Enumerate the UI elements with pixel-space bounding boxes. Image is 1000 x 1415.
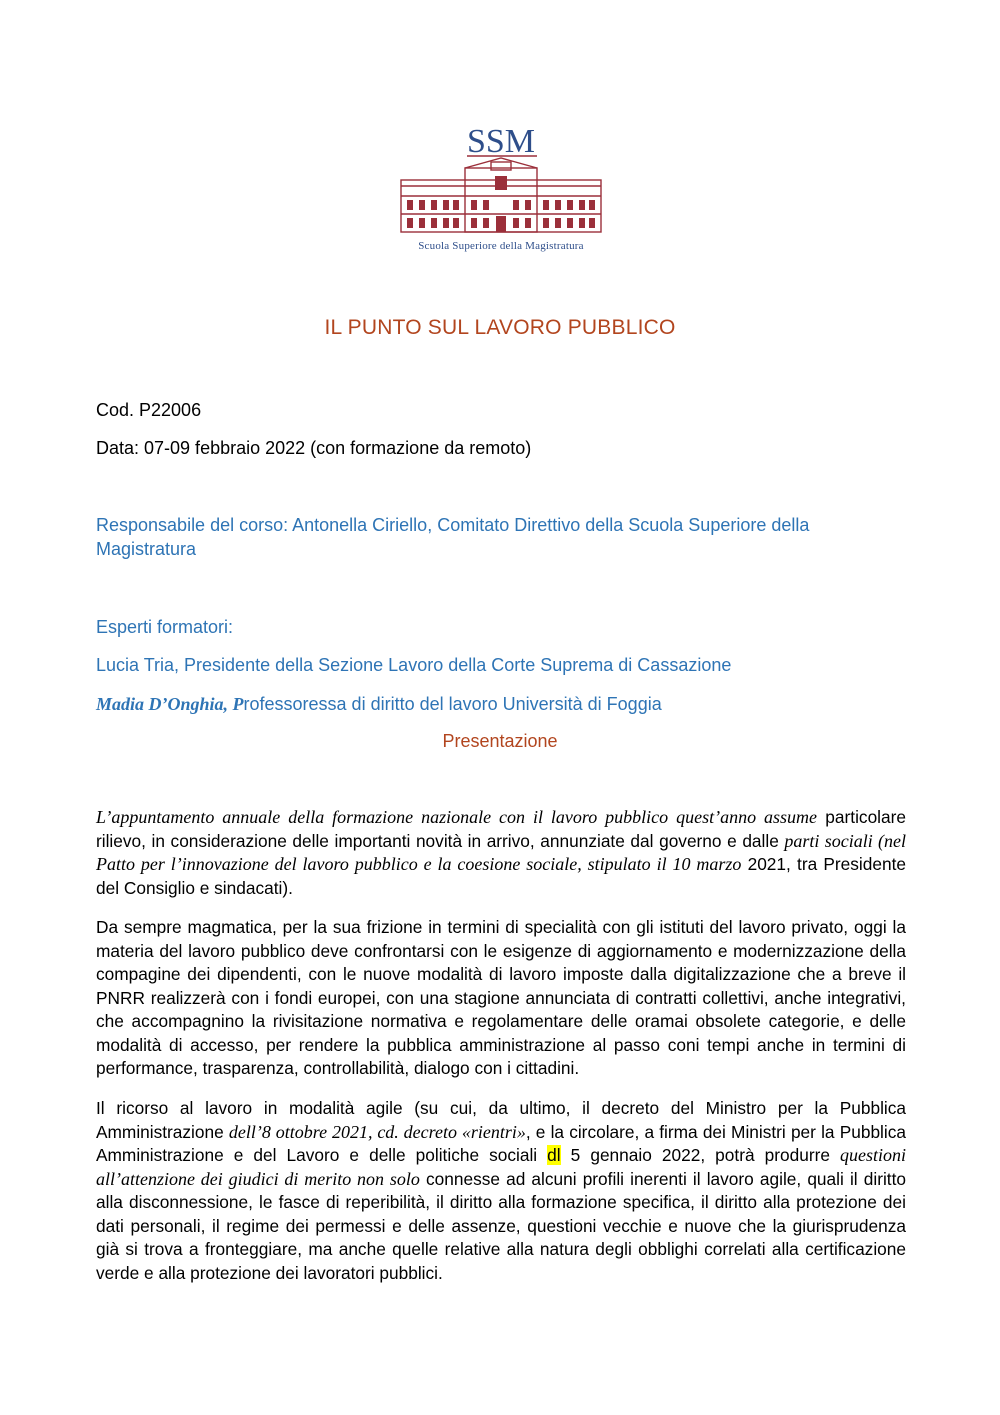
document-title: IL PUNTO SUL LAVORO PUBBLICO <box>324 316 676 339</box>
paragraph-intro-text-1: particolare rilievo, in considerazione delle importanti novità in arrivo, annunziate dal governo e dalle <box>96 807 906 851</box>
paragraph-agile-italic-1: dell’8 ottobre 2021, cd. decreto «rientri» <box>228 1121 526 1142</box>
paragraph-agile-text-4: connesse ad alcuni profili inerenti il lavoro agile, quali il diritto alla disconnessione, le fasce di reperibilità, il diritto alla formazione specifica, il diritto alla protezione dei dati personali, il regime dei permessi e delle assenze, questioni vecchie e nuove che la giurisprudenza già si trova a fronteggiare, ma anche quelle relative alla natura degli obblighi correlati alla certificazione verde e alla protezione dei lavoratori pubblici. <box>96 1168 907 1283</box>
paragraph-intro-italic-2: parti sociali (nel Patto per l’innovazione del lavoro pubblico e la coesione sociale, stipulato il 10 marzo <box>96 830 906 874</box>
paragraph-intro <box>96 806 906 900</box>
paragraph-intro-text-2: 2021, tra Presidente del Consiglio e sindacati). <box>96 854 907 898</box>
paragraph-agile-text-3: 5 gennaio 2022, potrà produrre <box>560 1145 840 1165</box>
palazzo-building-icon <box>395 118 607 238</box>
logo-caption: Scuola Superiore della Magistratura <box>418 240 584 252</box>
highlighted-text: dl <box>547 1145 561 1165</box>
paragraph-agile-italic-2: questioni all’attenzione dei giudici di merito non solo <box>96 1145 906 1189</box>
course-responsible: Responsabile del corso: Antonella Ciriello, Comitato Direttivo della Scuola Superiore della Magistratura <box>96 515 810 559</box>
paragraph-intro-italic-1: L’appuntamento annuale della formazione nazionale con il lavoro pubblico quest’anno assume <box>96 807 818 827</box>
expert-donghia-role: rofessoressa di diritto del lavoro Università di Foggia <box>243 694 662 714</box>
course-code: Cod. P22006 <box>96 400 202 420</box>
ssm-logo <box>395 118 607 258</box>
paragraph-agile-text-1: Il ricorso al lavoro in modalità agile (su cui, da ultimo, il decreto del Ministro per la Pubblica Amministrazione <box>96 1098 906 1142</box>
course-date: Data: 07-09 febbraio 2022 (con formazione da remoto) <box>96 438 532 458</box>
expert-tria: Lucia Tria, Presidente della Sezione Lavoro della Corte Suprema di Cassazione <box>96 655 732 675</box>
expert-donghia <box>96 692 662 716</box>
paragraph-magmatica: Da sempre magmatica, per la sua frizione in termini di specialità con gli istituti del lavoro privato, oggi la materia del lavoro pubblico deve confrontarsi con le esigenze di aggiornamento e modernizzazione della compagine dei dipendenti, con le nuove modalità di lavoro imposte dalla digitalizzazione che a breve il PNRR realizzerà con i fondi europei, con una stagione annunciata di contratti collettivi, anche integrativi, che accompagnino la rivisitazione normativa e regolamentare delle oramai obsolete categorie, e delle modalità di accesso, per rendere la pubblica amministrazione al passo coni tempi anche in termini di performance, trasparenza, controllabilità, dialogo con i cittadini. <box>96 917 906 1078</box>
paragraph-lavoro-agile <box>96 1097 906 1285</box>
ssm-mark: SSM <box>466 123 536 160</box>
experts-heading: Esperti formatori: <box>96 617 234 637</box>
section-heading-presentazione: Presentazione <box>442 731 558 751</box>
paragraph-agile-text-2: , e la circolare, a firma dei Ministri per la Pubblica Amministrazione e del Lavoro e delle politiche sociali <box>96 1121 906 1165</box>
expert-donghia-name: Madia D’Onghia, P <box>96 694 244 714</box>
